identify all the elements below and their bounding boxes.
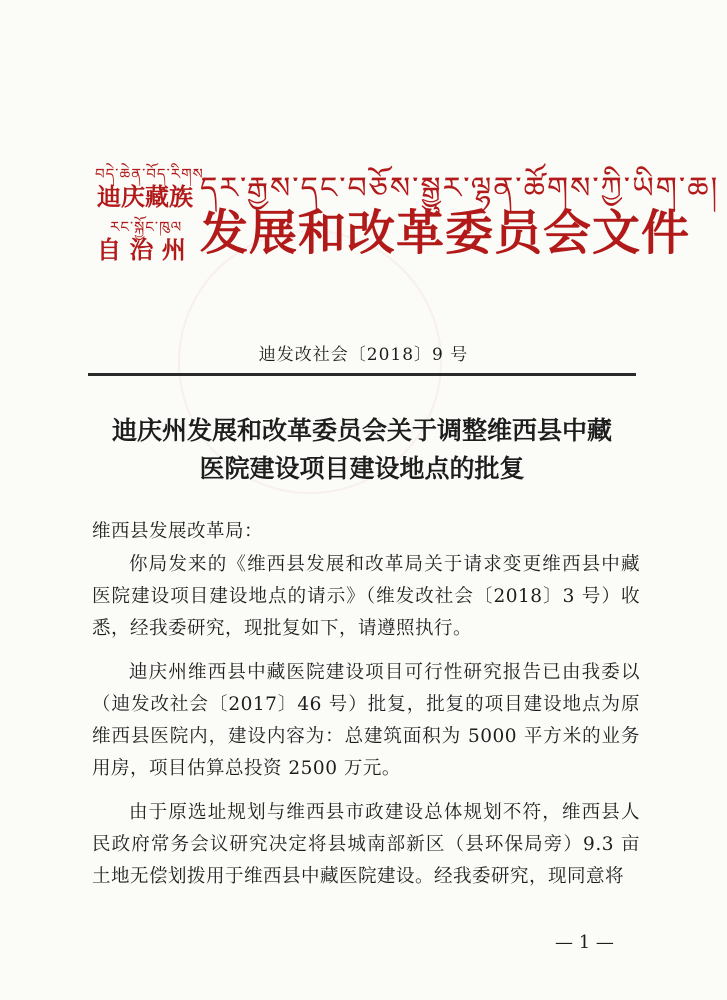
left-title-line1: 迪庆藏族 [97,182,193,211]
document-number: 迪发改社会〔2018〕9 号 [258,345,469,365]
left-tibetan-top: བདེ་ཆེན་བོད་རིགས [95,165,204,183]
page-number: — 1 — [555,932,614,953]
header-divider [88,373,636,376]
main-tibetan-title: དར་རྒྱས་དང་བཅོས་སྒྱུར་ལྷན་ཚོགས་ཀྱི་ཡིག་ཆ། [200,171,720,206]
paragraph-1: 你局发来的《维西县发展和改革局关于请求变更维西县中藏医院建设项目建设地点的请示》（维发改社会〔2018〕3 号）收悉，经我委研究，现批复如下，请遵照执行。 [92,554,640,639]
left-tibetan-bottom: རང་སྐྱོང་ཁུལ [110,218,183,236]
paragraph-3: 由于原选址规划与维西县市政建设总体规划不符，维西县人民政府常务会议研究决定将县城南部新区（县环保局旁）9.3 亩土地无偿划拨用于维西县中藏医院建设。经我委研究，现同意将 [92,802,640,887]
paragraph-2: 迪庆州维西县中藏医院建设项目可行性研究报告已由我委以（迪发改社会〔2017〕46 号）批复，批复的项目建设地点为原维西县医院内，建设内容为：总建筑面积为 5000 平方米的业务用房，项目估算总投资 2500 万元。 [92,662,640,779]
heading-line1: 迪庆州发展和改革委员会关于调整维西县中藏 [111,416,612,445]
document-heading [82,412,642,488]
addressee: 维西县发展改革局： [92,521,264,542]
main-title: 发展和改革委员会文件 [200,205,691,261]
left-title-line2: 自 治 州 [97,235,186,264]
heading-line2: 医院建设项目建设地点的批复 [199,454,525,483]
